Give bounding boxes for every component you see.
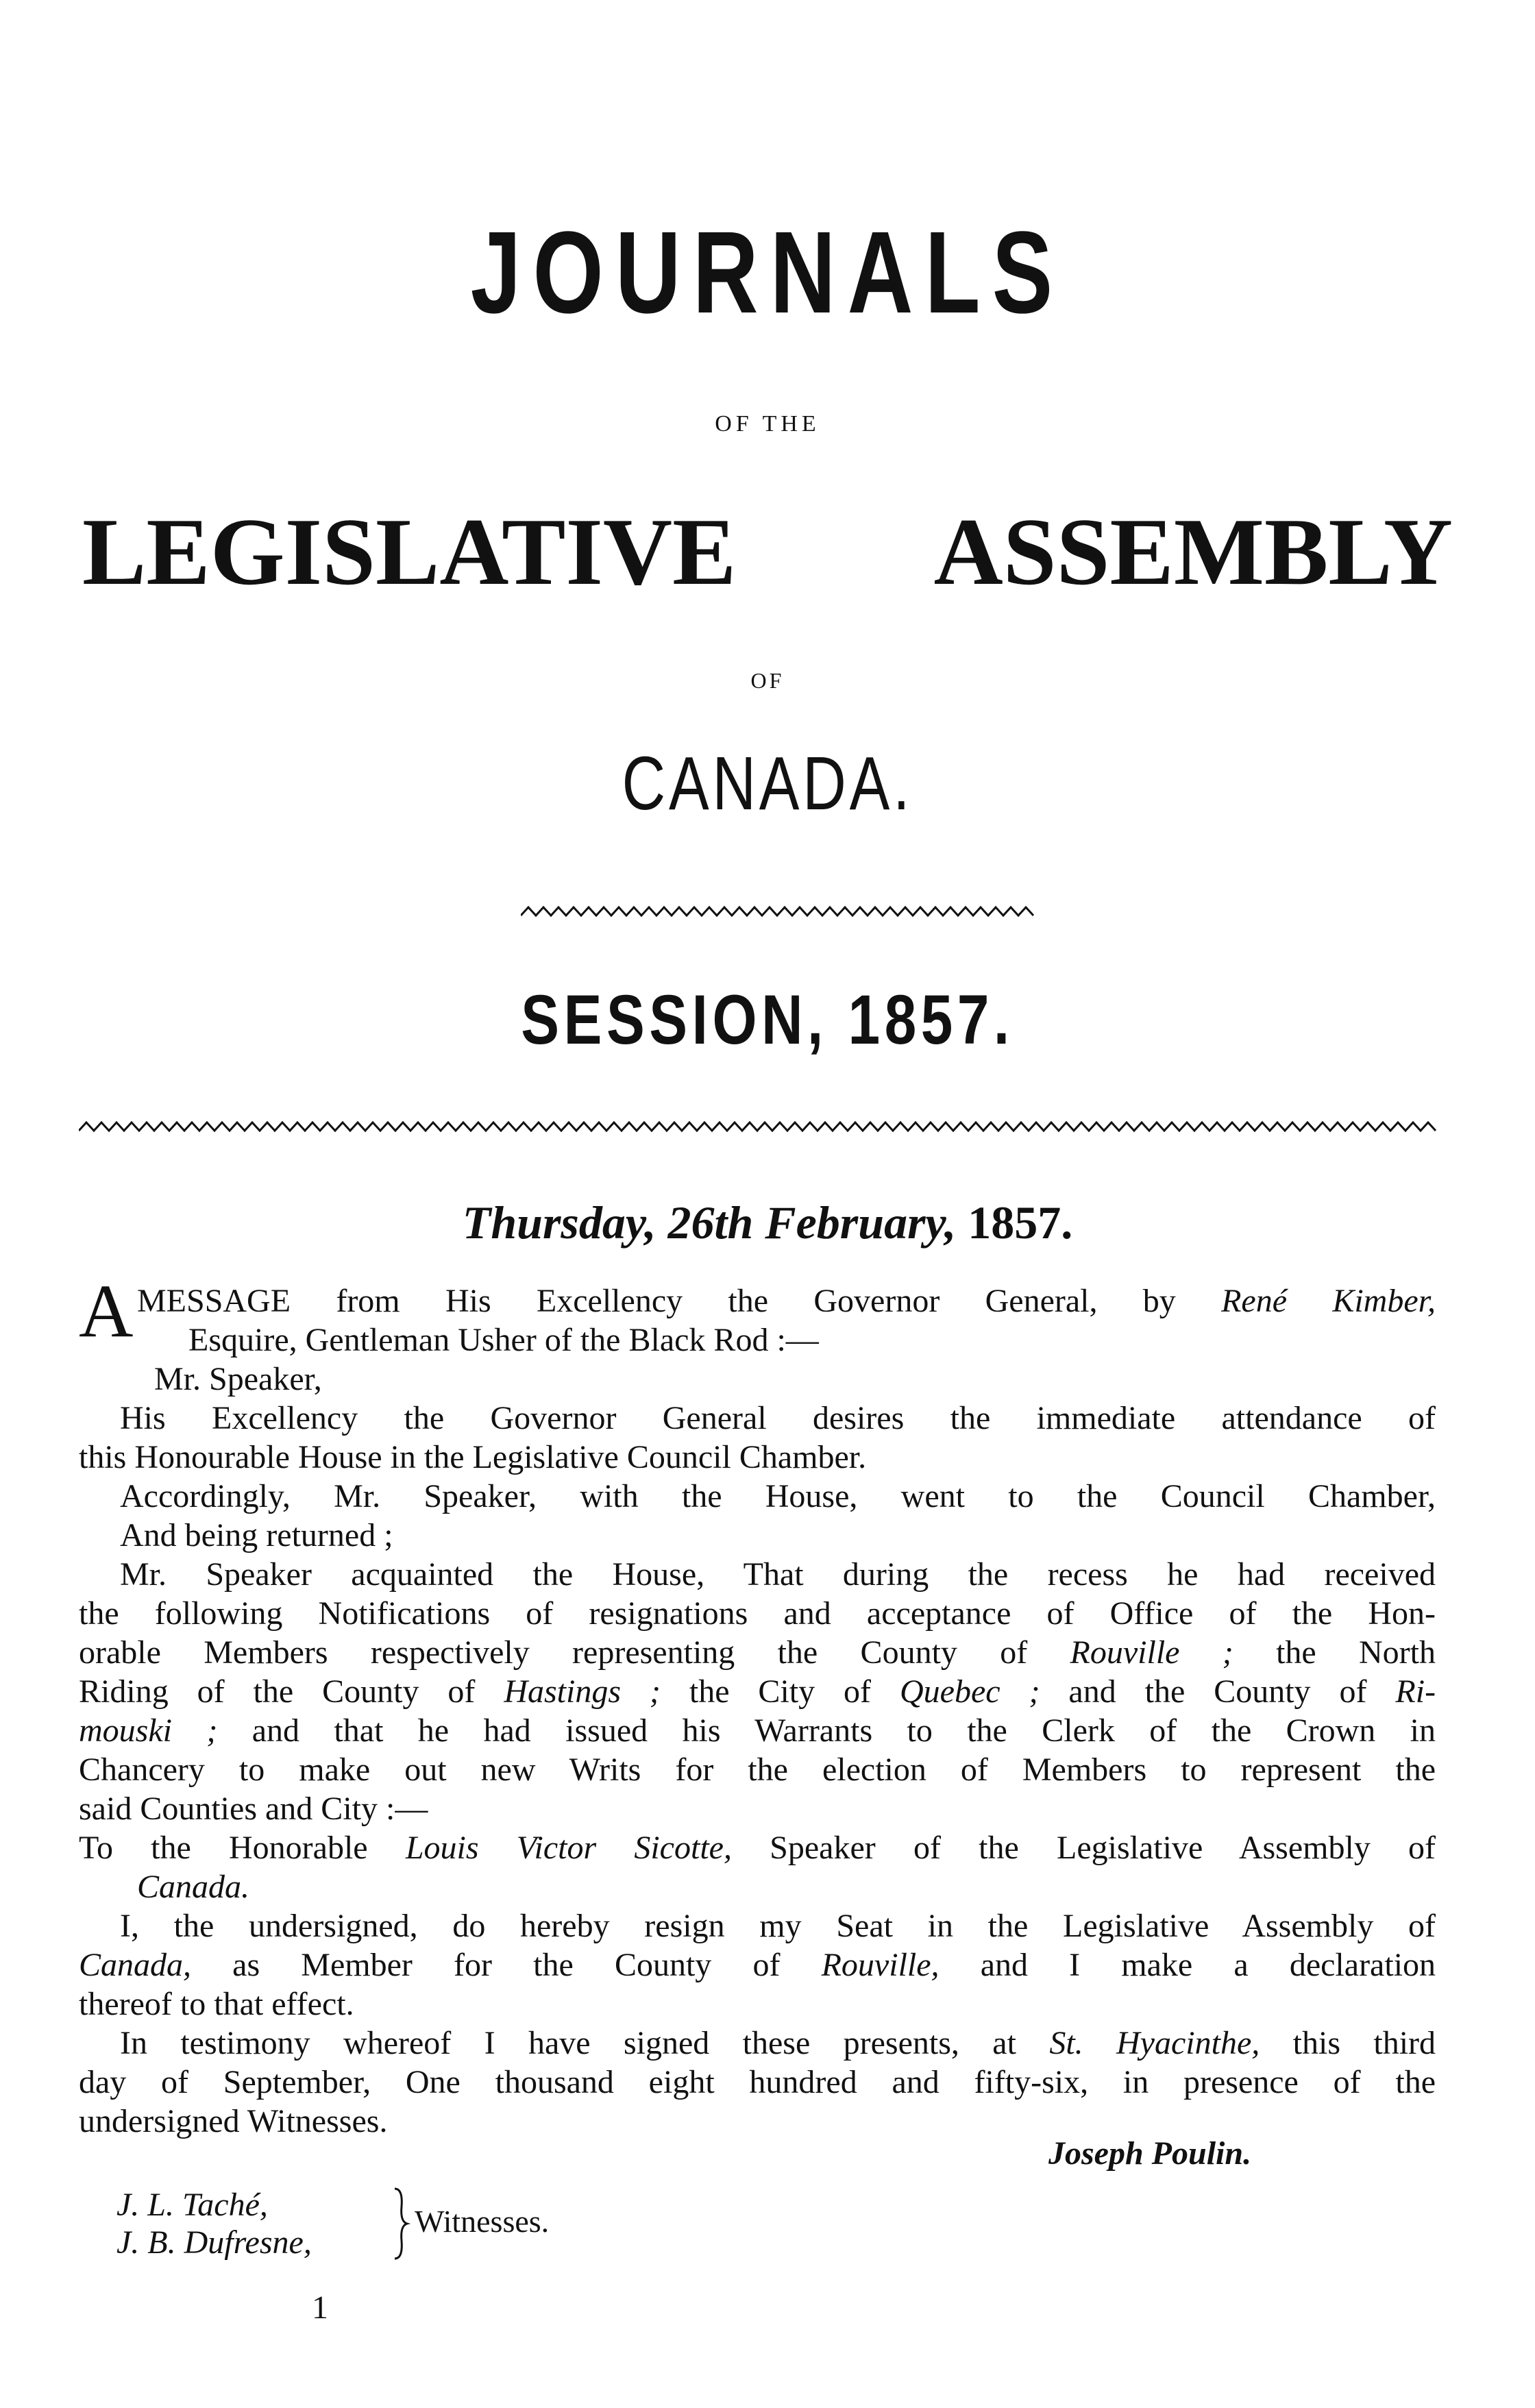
legislative-assembly-heading [82, 497, 1453, 607]
date-date: 26th [667, 1196, 754, 1249]
date-heading [0, 1196, 1535, 1250]
date-day: Thursday, [462, 1196, 656, 1249]
body-line: Mr. Speaker, [154, 1361, 322, 1397]
legislative-word: LEGISLATIVE [82, 499, 737, 605]
body-line: His Excellency the Governor General desires the immediate attendance of [120, 1400, 1436, 1436]
of-the-label: OF THE [715, 411, 820, 437]
body-line: thereof to that effect. [79, 1986, 354, 2022]
witnesses-label: Witnesses. [415, 2204, 550, 2239]
body-line: Accordingly, Mr. Speaker, with the House, went to the Council Chamber, [120, 1478, 1436, 1514]
body-line: Mr. Speaker acquainted the House, That during the recess he had received [120, 1556, 1436, 1593]
date-month: February, [765, 1196, 957, 1249]
body-line: orable Members respectively representing the County of Rouville ; the North [79, 1634, 1436, 1671]
body-line: MESSAGE from His Excellency the Governor General, by René Kimber, [137, 1283, 1436, 1319]
short-wavy-rule [521, 903, 1035, 920]
signature-joseph-poulin: Joseph Poulin. [1048, 2135, 1252, 2172]
body-line: day of September, One thousand eight hundred and fifty-six, in presence of the [79, 2064, 1436, 2100]
assembly-word: ASSEMBLY [933, 499, 1453, 605]
body-line: In testimony whereof I have signed these presents, at St. Hyacinthe, this third [120, 2025, 1436, 2061]
body-line: Riding of the County of Hastings ; the City of Quebec ; and the County of Ri- [79, 1673, 1436, 1710]
body-line: this Honourable House in the Legislative Council Chamber. [79, 1439, 867, 1475]
body-line: And being returned ; [120, 1517, 393, 1553]
body-line: I, the undersigned, do hereby resign my Seat in the Legislative Assembly of [120, 1908, 1436, 1944]
canada-heading: CANADA. [622, 741, 913, 826]
date-year: 1857. [968, 1196, 1073, 1249]
drop-cap-a: A [79, 1269, 134, 1353]
page-number: 1 [312, 2289, 328, 2326]
body-line: the following Notifications of resignations and acceptance of Office of the Hon- [79, 1595, 1436, 1632]
witness-dufresne: J. B. Dufresne, [116, 2224, 312, 2261]
body-line: mouski ; and that he had issued his Warrants to the Clerk of the Crown in [79, 1712, 1436, 1749]
journal-body [79, 1281, 1436, 2139]
body-line: undersigned Witnesses. [79, 2103, 388, 2139]
body-line: To the Honorable Louis Victor Sicotte, Speaker of the Legislative Assembly of [79, 1830, 1436, 1866]
body-line: Canada, as Member for the County of Rouville, and I make a declaration [79, 1947, 1436, 1983]
witness-tache: J. L. Taché, [116, 2187, 268, 2223]
witness-brace [391, 2186, 411, 2261]
long-wavy-rule [79, 1118, 1439, 1135]
session-heading: SESSION, 1857. [521, 981, 1014, 1059]
body-line: Esquire, Gentleman Usher of the Black Rod :— [188, 1322, 819, 1358]
body-line: said Counties and City :— [79, 1791, 428, 1827]
journals-heading: JOURNALS [470, 208, 1065, 338]
of-label: OF [750, 668, 785, 693]
body-line: Chancery to make out new Writs for the election of Members to represent the [79, 1752, 1436, 1788]
body-line: Canada. [137, 1869, 250, 1905]
